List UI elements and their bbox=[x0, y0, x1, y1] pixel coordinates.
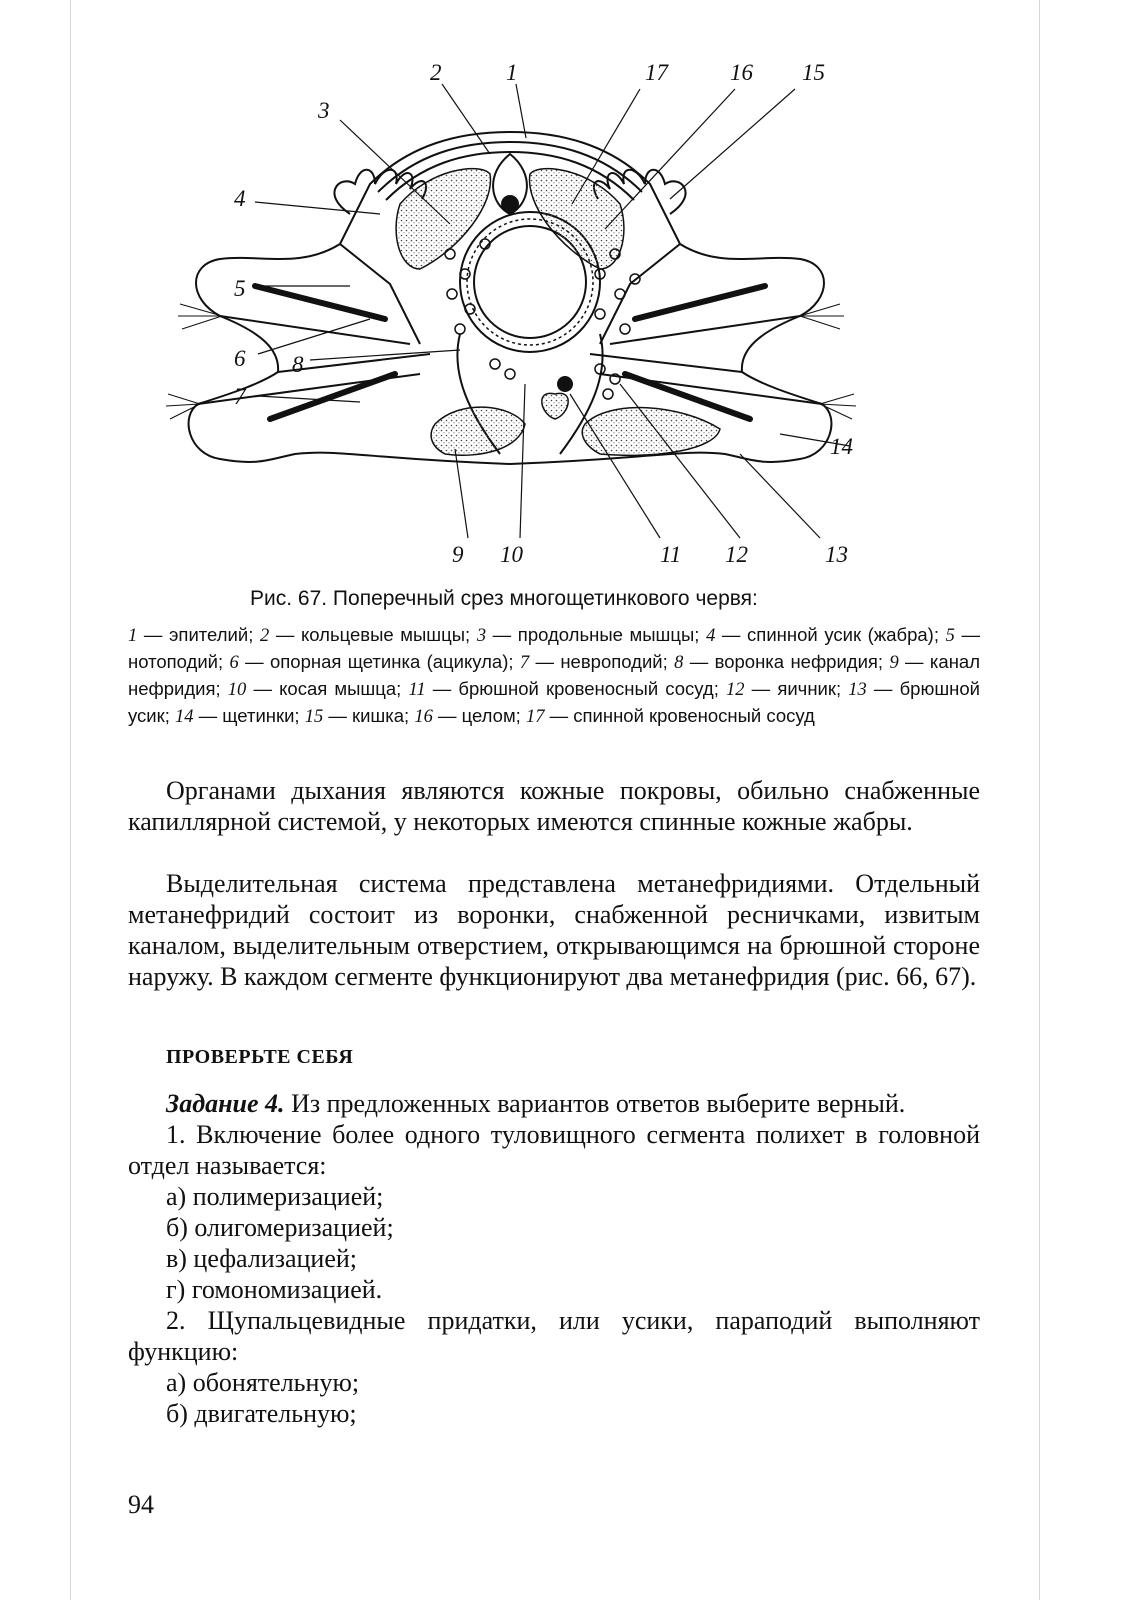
label-16: 16 bbox=[730, 60, 753, 85]
left-longitudinal-muscle bbox=[396, 169, 490, 269]
right-ventral-muscle bbox=[582, 408, 720, 456]
cross-section-diagram bbox=[160, 54, 860, 574]
q2-option-a: а) обонятельную; bbox=[166, 1368, 360, 1397]
label-3: 3 bbox=[318, 98, 330, 123]
q2-option-b: б) двигательную; bbox=[166, 1399, 357, 1428]
dorsal-vessel bbox=[501, 195, 519, 213]
label-7: 7 bbox=[234, 384, 246, 409]
section-heading: ПРОВЕРЬТЕ СЕБЯ bbox=[166, 1046, 354, 1068]
paragraph-respiration: Органами дыхания являются кожные покровы, обильно снабженные капиллярной системой, у некоторых имеются спинные кожные жабры. bbox=[128, 776, 980, 836]
page-number: 94 bbox=[128, 1490, 154, 1519]
left-ventral-muscle bbox=[431, 407, 525, 455]
label-4: 4 bbox=[234, 186, 246, 211]
label-2: 2 bbox=[430, 60, 442, 85]
left-aciculum-lower bbox=[270, 374, 395, 419]
paragraph-excretion: Выделительная система представлена метанефридиями. Отдельный метанефридий состоит из воронки, снабженной ресничками, извитым каналом, выделительным отверстием, открывающимся на брюшной стороне наружу. В каждом сегменте функционируют два метанефридия (рис. 66, 67). bbox=[128, 869, 980, 991]
question-2: 2. Щупальцевидные придатки, или усики, параподий выполняют функцию: bbox=[128, 1306, 980, 1366]
body-inner-wall bbox=[378, 142, 642, 192]
q1-option-a: а) полимеризацией; bbox=[166, 1182, 384, 1211]
label-12: 12 bbox=[725, 542, 748, 567]
label-6: 6 bbox=[234, 346, 246, 371]
worm-cross-section-figure bbox=[160, 54, 860, 574]
task-block bbox=[128, 1088, 980, 1429]
label-14: 14 bbox=[830, 434, 853, 459]
figure-legend: 1 — эпителий; 2 — кольцевые мышцы; 3 — продольные мышцы; 4 — спинной усик (жабра); 5 — нотоподий; 6 — опорная щетинка (ацикула); 7 — невроподий; 8 — воронка нефридия; 9 — канал нефридия; 10 — косая мышца; 11 — брюшной кровеносный сосуд; 12 — яичник; 13 — брюшной усик; 14 — щетинки; 15 — кишка; 16 — целом; 17 — спинной кровеносный сосуд bbox=[128, 624, 981, 727]
label-15: 15 bbox=[802, 60, 825, 85]
ventral-nerve-cord bbox=[542, 393, 568, 419]
figure-caption-title: Рис. 67. Поперечный срез многощетинкового червя: bbox=[250, 587, 758, 610]
task-statement bbox=[128, 1088, 980, 1119]
label-1: 1 bbox=[506, 60, 518, 85]
q1-option-c: в) цефализацией; bbox=[166, 1244, 358, 1273]
label-13: 13 bbox=[825, 542, 848, 567]
ventral-vessel bbox=[557, 376, 573, 392]
question-1: 1. Включение более одного туловищного сегмента полихет в головной отдел называется: bbox=[128, 1120, 980, 1180]
excretion-paragraph bbox=[128, 868, 980, 992]
label-9: 9 bbox=[452, 542, 464, 567]
q1-option-d: г) гомономизацией. bbox=[166, 1275, 383, 1304]
task-text: Из предложенных вариантов ответов выберите верный. bbox=[284, 1089, 906, 1118]
right-aciculum-upper bbox=[635, 286, 765, 319]
label-17: 17 bbox=[645, 60, 668, 85]
left-aciculum-upper bbox=[255, 286, 385, 319]
q1-option-b: б) олигомеризацией; bbox=[166, 1213, 394, 1242]
label-11: 11 bbox=[660, 542, 682, 567]
label-10: 10 bbox=[500, 542, 523, 567]
task-label: Задание 4. bbox=[166, 1089, 285, 1118]
respiration-paragraph bbox=[128, 775, 980, 837]
label-8: 8 bbox=[292, 352, 304, 377]
label-5: 5 bbox=[234, 276, 246, 301]
